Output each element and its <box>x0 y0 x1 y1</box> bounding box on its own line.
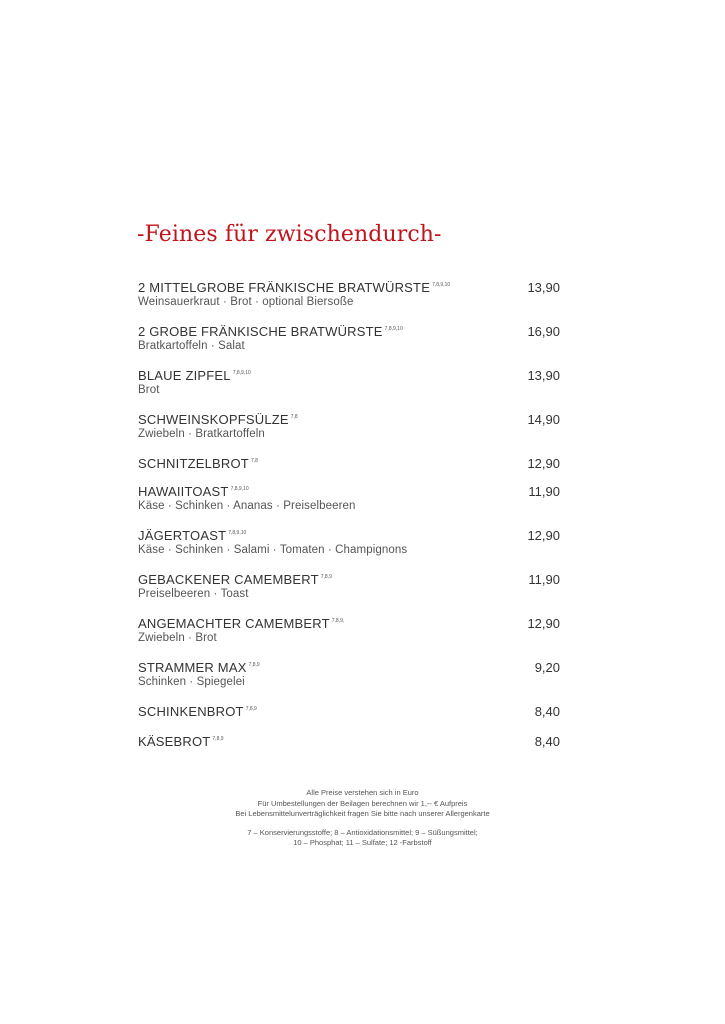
item-description: Käse · Schinken · Salami · Tomaten · Champignons <box>138 544 408 556</box>
allergen-codes: 7,8,9,10 <box>228 530 247 536</box>
page-title: -Feines für zwischendurch- <box>137 222 442 247</box>
item-description: Zwiebeln · Brot <box>138 632 217 644</box>
item-name: 2 MITTELGROBE FRÄNKISCHE BRATWÜRSTE $^{7,8,9,10}$ <box>138 280 451 295</box>
item-name: 2 GROBE FRÄNKISCHE BRATWÜRSTE $^{7,8,9,10}$ <box>138 324 403 339</box>
item-name: SCHWEINSKOPFSÜLZE $^{7,8}$ <box>138 412 298 427</box>
allergen-codes: 7,8,9,10 <box>384 326 403 332</box>
side-dish-note: Für Umbestellungen der Beilagen berechnen wir 1,-- € Aufpreis <box>257 798 468 808</box>
item-description: Bratkartoffeln · Salat <box>138 340 245 352</box>
allergen-codes: 7,8 <box>290 414 298 420</box>
item-price: 11,90 <box>528 484 560 499</box>
item-description: Weinsauerkraut · Brot · optional Biersoße <box>138 296 354 308</box>
item-price: 11,90 <box>528 572 560 587</box>
item-price: 8,40 <box>534 704 560 719</box>
allergen-codes: 7,8,9 <box>245 706 257 712</box>
footer-notes <box>0 788 725 849</box>
item-price: 13,90 <box>527 368 560 383</box>
item-price: 16,90 <box>527 324 560 339</box>
allergen-codes: 7,8,9, <box>331 618 345 624</box>
allergen-codes: 7,8 <box>250 458 258 464</box>
item-name: HAWAIITOAST $^{7,8,9,10}$ <box>138 484 249 499</box>
additive-legend-line: 10 – Phosphat; 11 – Sulfate; 12 -Farbstoff <box>293 838 432 847</box>
item-name: KÄSEBROT $^{7,8,9}$ <box>138 734 224 749</box>
item-description: Zwiebeln · Bratkartoffeln <box>138 428 265 440</box>
allergen-codes: 7,8,9,10 <box>432 282 451 288</box>
item-name: GEBACKENER CAMEMBERT $^{7,8,9}$ <box>138 572 332 587</box>
item-price: 8,40 <box>534 734 560 749</box>
item-price: 13,90 <box>527 280 560 295</box>
price-note: Alle Preise verstehen sich in Euro <box>306 788 419 797</box>
allergen-codes: 7,8,9 <box>320 574 332 580</box>
item-price: 9,20 <box>534 660 560 675</box>
item-name: BLAUE ZIPFEL $^{7,8,9,10}$ <box>138 368 251 383</box>
item-name: JÄGERTOAST $^{7,8,9,10}$ <box>138 528 247 543</box>
item-description: Schinken · Spiegelei <box>138 676 245 688</box>
item-name: SCHNITZELBROT $^{7,8}$ <box>138 456 258 471</box>
allergen-codes: 7,8,9 <box>248 662 260 668</box>
item-name: SCHINKENBROT $^{7,8,9}$ <box>138 704 257 719</box>
item-description: Preiselbeeren · Toast <box>138 588 249 600</box>
item-price: 14,90 <box>527 412 560 427</box>
item-description: Käse · Schinken · Ananas · Preiselbeeren <box>138 500 356 512</box>
allergen-codes: 7,8,9,10 <box>232 370 251 376</box>
allergen-codes: 7,8,9 <box>212 736 224 742</box>
item-description: Brot <box>138 384 160 396</box>
item-price: 12,90 <box>527 528 560 543</box>
item-name: STRAMMER MAX $^{7,8,9}$ <box>138 660 260 675</box>
item-price: 12,90 <box>527 616 560 631</box>
additive-legend-line: 7 – Konservierungsstoffe; 8 – Antioxidationsmittel; 9 – Süßungsmittel; <box>247 827 478 837</box>
allergy-note: Bei Lebensmittelunverträglichkeit fragen Sie bitte nach unserer Allergenkarte <box>235 809 490 818</box>
allergen-codes: 7,8,9,10 <box>230 486 249 492</box>
item-price: 12,90 <box>527 456 560 471</box>
item-name: ANGEMACHTER CAMEMBERT $^{7,8,9,}$ <box>138 616 345 631</box>
